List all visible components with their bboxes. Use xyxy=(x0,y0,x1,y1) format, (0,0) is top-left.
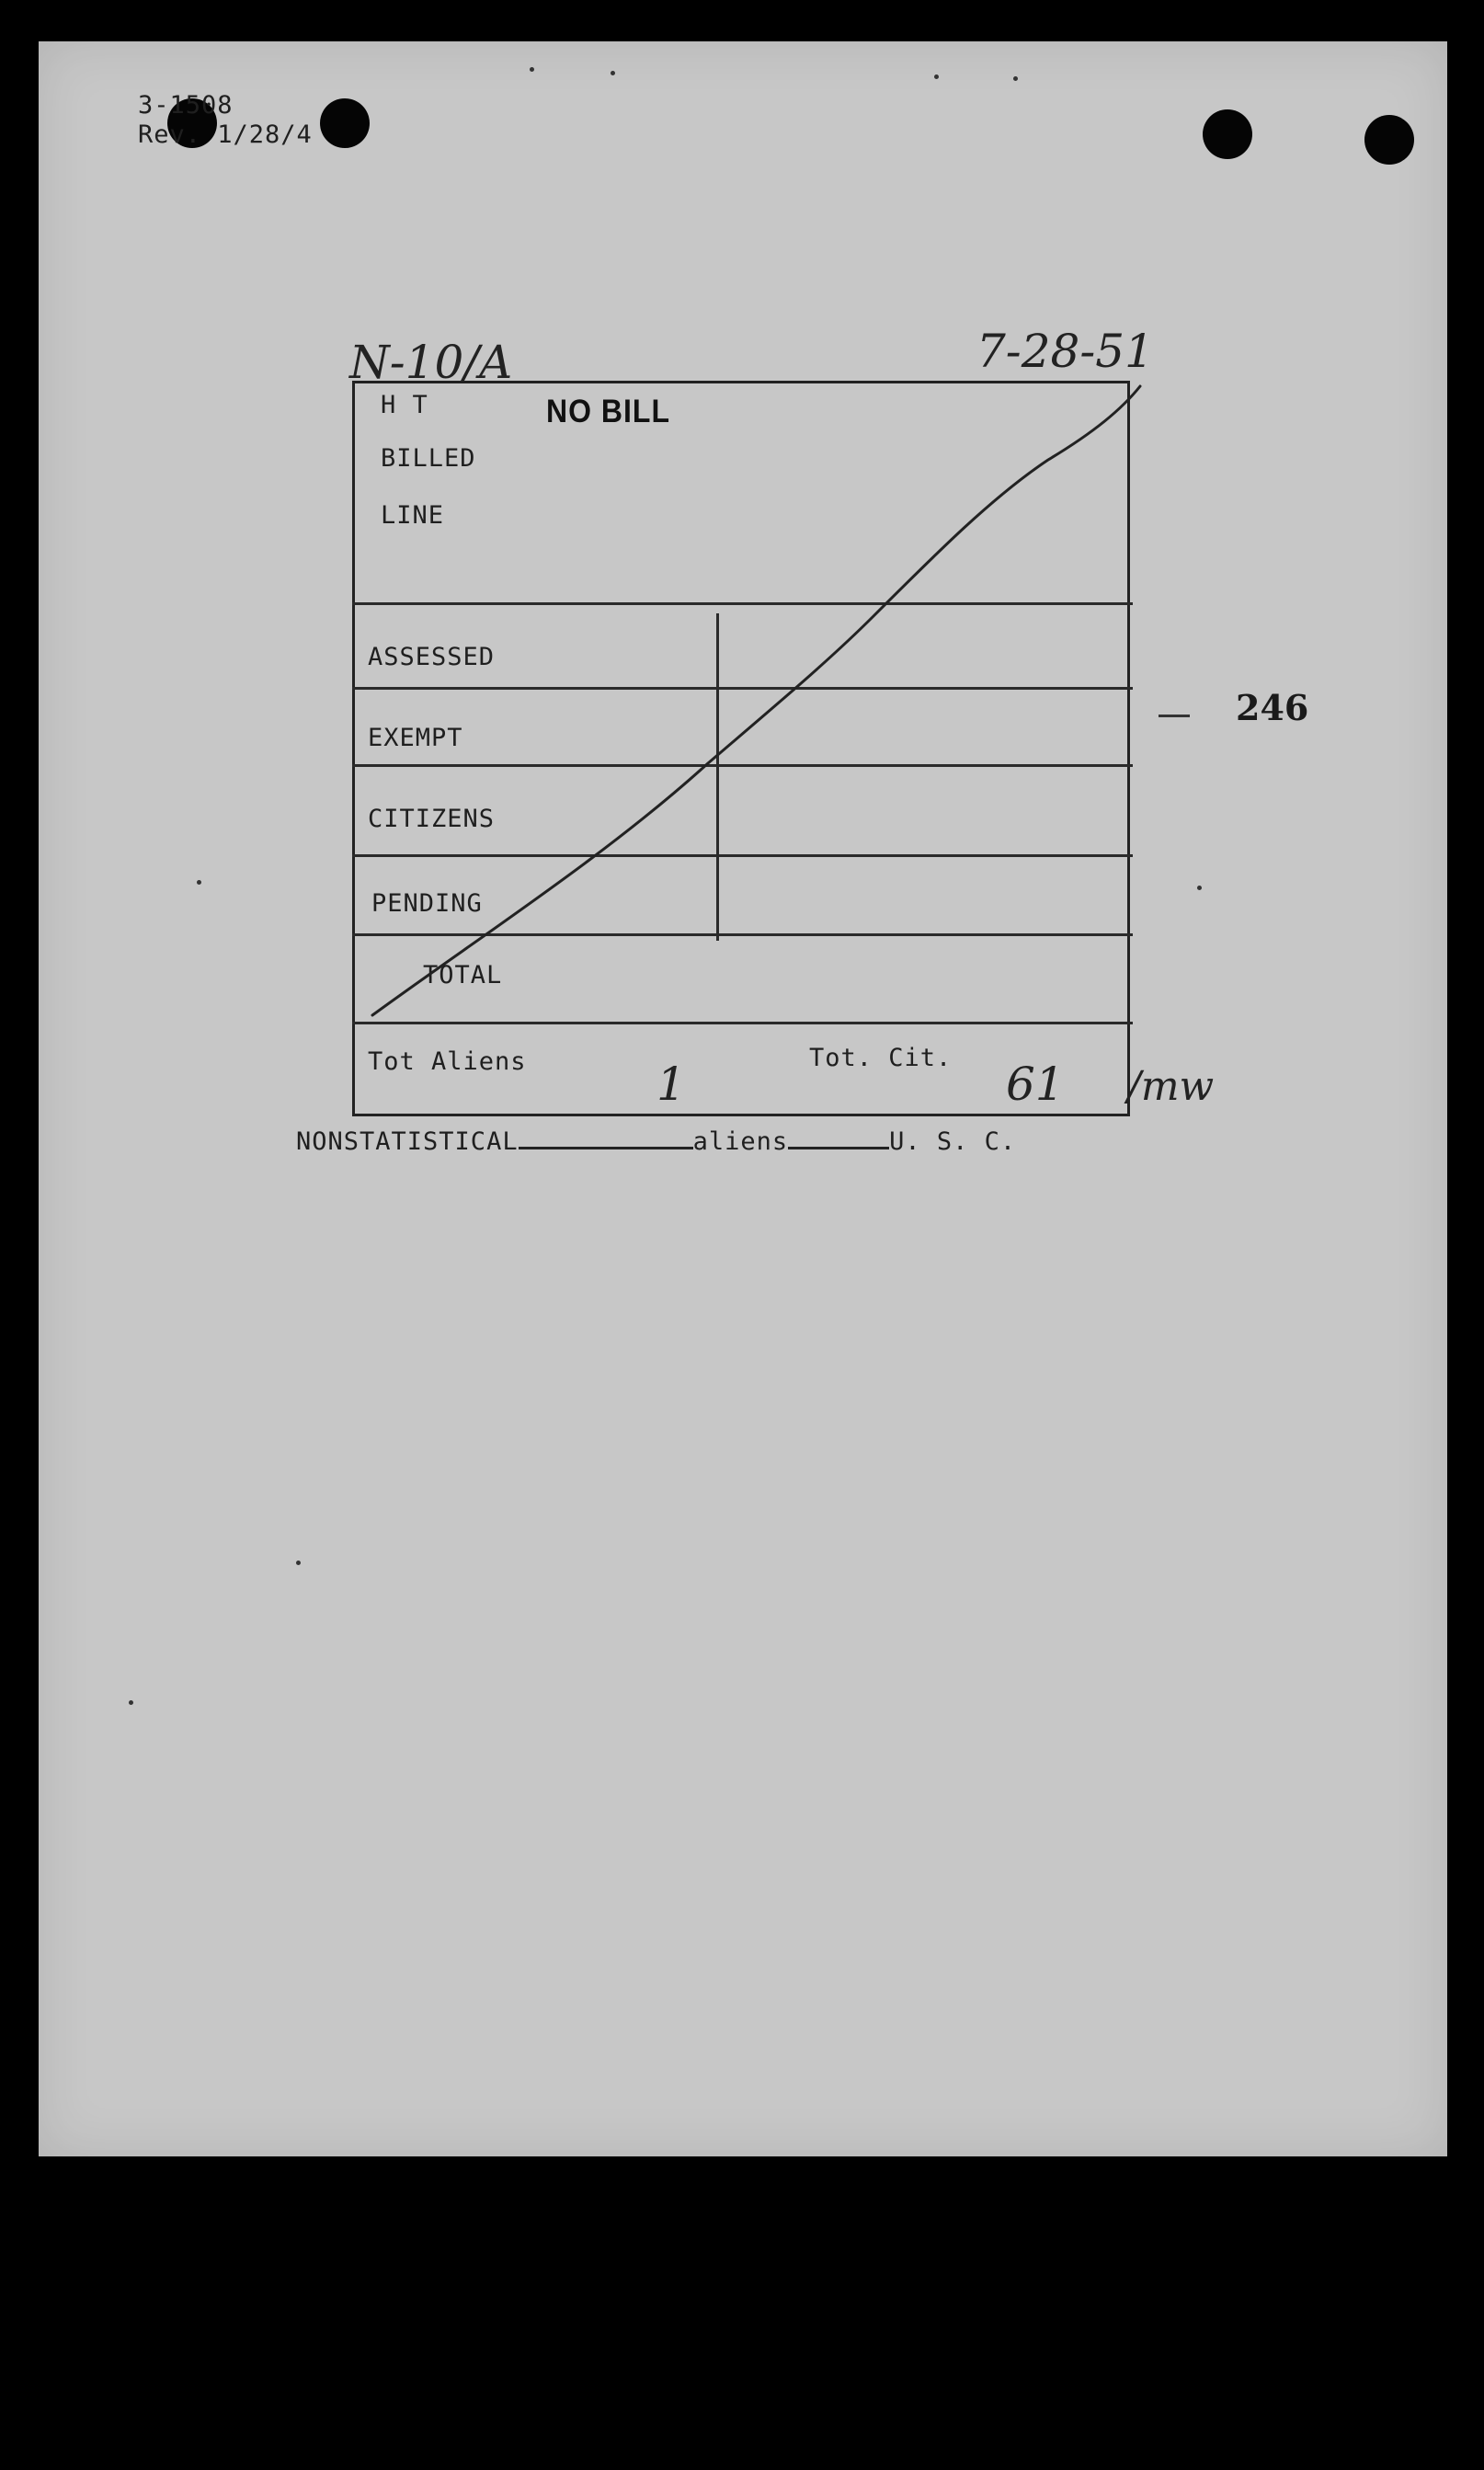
paper-speck xyxy=(530,67,534,72)
handwritten-initials: /mw xyxy=(1127,1063,1215,1110)
nonstatistical-line xyxy=(296,1126,1016,1156)
label-tot-aliens: Tot Aliens xyxy=(368,1047,527,1076)
handwritten-citizens-count: 61 xyxy=(1006,1058,1065,1111)
tally-form-box xyxy=(352,381,1130,1116)
label-billed: BILLED xyxy=(381,444,476,473)
punch-hole-right-1 xyxy=(1203,109,1252,159)
handwritten-aliens-count: 1 xyxy=(656,1058,686,1111)
punch-hole-left-2 xyxy=(320,98,370,148)
nonstatistical-blank xyxy=(519,1126,693,1149)
row-divider xyxy=(352,602,1133,605)
usc-label: U. S. C. xyxy=(889,1127,1017,1156)
label-pending: PENDING xyxy=(371,889,483,918)
column-divider xyxy=(716,613,719,941)
label-exempt: EXEMPT xyxy=(368,724,463,752)
label-assessed: ASSESSED xyxy=(368,643,496,671)
page-number: 246 xyxy=(1236,687,1309,728)
aliens-blank xyxy=(788,1126,889,1149)
label-total: TOTAL xyxy=(423,961,503,989)
label-ht: H T xyxy=(381,391,428,419)
form-number: 3-1508 xyxy=(138,91,234,120)
row-divider xyxy=(352,1022,1133,1024)
label-citizens: CITIZENS xyxy=(368,805,496,833)
paper-speck xyxy=(296,1561,301,1565)
aliens-label: aliens xyxy=(692,1127,789,1156)
paper-speck xyxy=(1197,886,1202,890)
paper-speck xyxy=(1013,76,1018,81)
form-revision: Rev. 1/28/4 xyxy=(138,120,313,149)
punch-hole-right-2 xyxy=(1364,115,1414,165)
row-divider xyxy=(352,854,1133,857)
paper-speck xyxy=(197,880,201,885)
row-divider xyxy=(352,764,1133,767)
handwritten-code: N-10/A xyxy=(349,336,513,389)
page-number-dash xyxy=(1159,715,1190,717)
paper-speck xyxy=(934,74,939,79)
handwritten-date: 7-28-51 xyxy=(976,325,1154,378)
nonstatistical-label: NONSTATISTICAL xyxy=(296,1127,519,1156)
paper-speck xyxy=(611,71,615,75)
row-divider xyxy=(352,933,1133,936)
label-line: LINE xyxy=(381,501,445,530)
paper-speck xyxy=(129,1700,133,1705)
no-bill-stamp: NO BILL xyxy=(546,393,670,429)
label-tot-cit: Tot. Cit. xyxy=(809,1044,953,1072)
row-divider xyxy=(352,687,1133,690)
